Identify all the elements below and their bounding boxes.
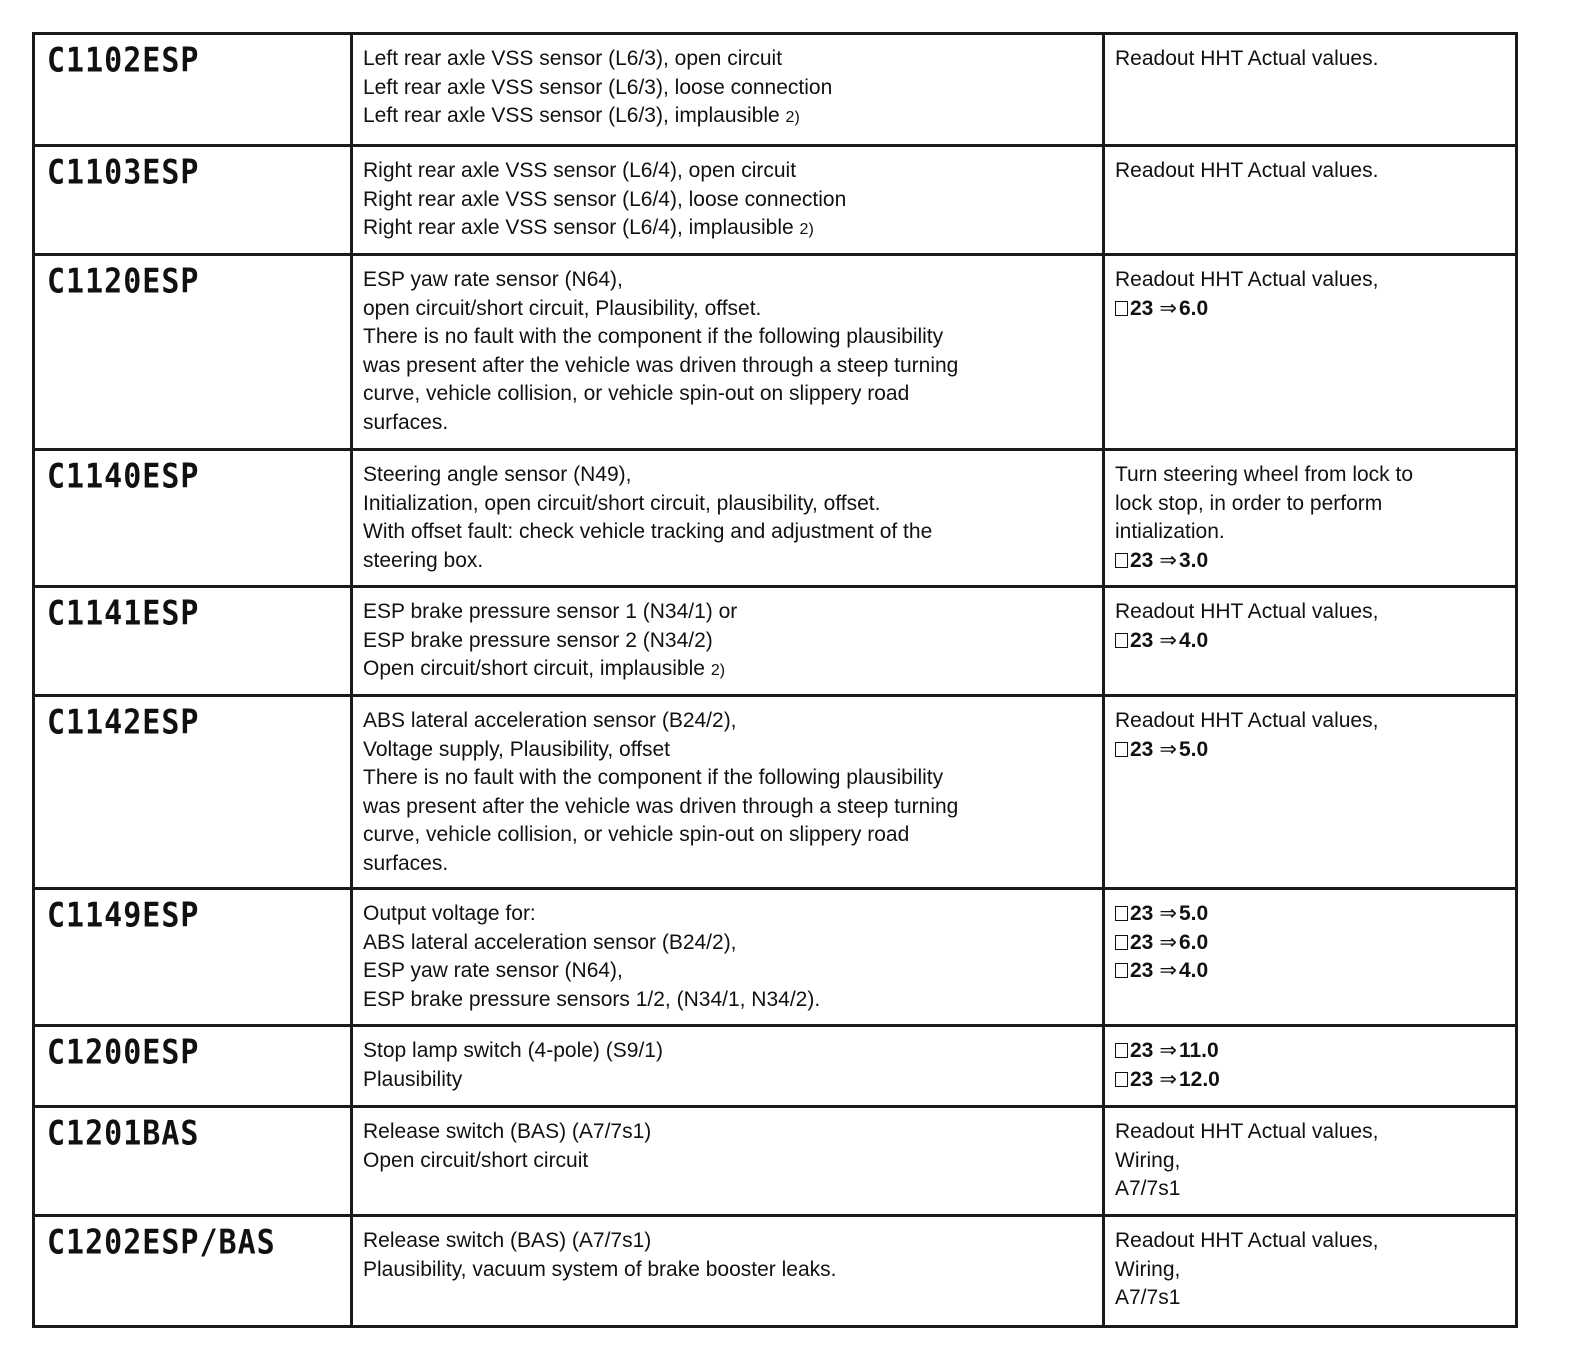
reference-box-icon [1115, 742, 1128, 757]
reference-target: 3.0 [1178, 548, 1209, 572]
fault-row [32, 144, 1518, 253]
fault-code: C1142ESP [47, 703, 200, 743]
description-line: There is no fault with the component if the following plausibility [363, 325, 944, 348]
action-line: Readout HHT Actual values, [1115, 1229, 1379, 1252]
arrow-right-icon: ⇒ [1159, 548, 1177, 572]
reference-box-icon [1115, 906, 1128, 921]
description-line: There is no fault with the component if the following plausibility [363, 766, 944, 789]
reference-box-icon [1115, 935, 1128, 950]
arrow-right-icon: ⇒ [1159, 737, 1177, 761]
description-line: Voltage supply, Plausibility, offset [363, 737, 671, 761]
footnote-ref: 2) [710, 662, 726, 679]
description-line: ABS lateral acceleration sensor (B24/2), [363, 709, 737, 732]
reference-number: 23 [1130, 902, 1154, 925]
reference-box-icon [1115, 301, 1128, 316]
description-line: steering box. [363, 548, 484, 572]
fault-row [32, 253, 1518, 448]
fault-code-cell [32, 1108, 350, 1214]
action-line: intialization. [1115, 520, 1225, 543]
action-line: Wiring, [1115, 1257, 1181, 1281]
reference-link[interactable] [1115, 929, 1505, 958]
action-line: A7/7s1 [1115, 1286, 1181, 1309]
arrow-right-icon: ⇒ [1159, 628, 1177, 652]
action-line: A7/7s1 [1115, 1177, 1181, 1200]
reference-number: 23 [1130, 628, 1154, 652]
fault-code-cell [32, 1217, 350, 1325]
description-line: surfaces. [363, 851, 449, 875]
description-line: curve, vehicle collision, or vehicle spin-out on slippery road [363, 823, 910, 846]
reference-box-icon [1115, 553, 1128, 568]
description-cell [350, 1217, 1102, 1325]
fault-code: C1200ESP [47, 1033, 200, 1073]
arrow-right-icon: ⇒ [1159, 902, 1177, 925]
action-cell [1102, 1108, 1518, 1214]
footnote-ref: 2) [785, 109, 800, 126]
fault-code: C1141ESP [47, 594, 200, 634]
fault-code-cell [32, 1027, 350, 1105]
arrow-right-icon: ⇒ [1159, 1039, 1177, 1062]
reference-number: 23 [1130, 930, 1154, 954]
description-cell [350, 588, 1102, 694]
reference-target: 11.0 [1178, 1039, 1219, 1062]
action-line: Wiring, [1115, 1148, 1181, 1172]
reference-target: 6.0 [1178, 296, 1209, 320]
action-line: Readout HHT Actual values. [1115, 159, 1379, 182]
fault-row [32, 887, 1518, 1024]
reference-link[interactable] [1115, 900, 1505, 929]
reference-link[interactable] [1115, 1037, 1505, 1066]
description-line: Stop lamp switch (4-pole) (S9/1) [363, 1039, 663, 1062]
action-cell [1102, 256, 1518, 448]
description-line: ABS lateral acceleration sensor (B24/2), [363, 930, 737, 954]
action-cell [1102, 890, 1518, 1024]
reference-box-icon [1115, 633, 1128, 648]
reference-box-icon [1115, 1072, 1128, 1087]
description-cell [350, 697, 1102, 887]
description-line: Open circuit/short circuit, implausible 2) [363, 657, 726, 680]
description-line: ESP brake pressure sensor 2 (N34/2) [363, 628, 713, 652]
description-cell [350, 1108, 1102, 1214]
description-line: ESP yaw rate sensor (N64), [363, 959, 623, 982]
fault-code: C1201BAS [47, 1114, 200, 1154]
description-line: Right rear axle VSS sensor (L6/4), open circuit [363, 159, 797, 182]
reference-target: 6.0 [1178, 930, 1209, 954]
reference-target: 4.0 [1178, 628, 1209, 652]
fault-code-cell [32, 588, 350, 694]
description-line: Left rear axle VSS sensor (L6/3), implausible 2) [363, 104, 800, 127]
description-line: ESP yaw rate sensor (N64), [363, 268, 623, 291]
reference-link[interactable] [1115, 547, 1505, 576]
reference-number: 23 [1130, 1067, 1154, 1091]
fault-row [32, 448, 1518, 585]
fault-code: C1202ESP/BAS [47, 1223, 276, 1263]
fault-row [32, 1105, 1518, 1214]
description-cell [350, 1027, 1102, 1105]
action-cell [1102, 697, 1518, 887]
description-line: Right rear axle VSS sensor (L6/4), implausible 2) [363, 216, 814, 239]
arrow-right-icon: ⇒ [1159, 1067, 1177, 1091]
fault-code-cell [32, 451, 350, 585]
description-line: was present after the vehicle was driven through a steep turning [363, 353, 959, 377]
fault-code: C1103ESP [47, 153, 200, 193]
reference-number: 23 [1130, 548, 1154, 572]
reference-target: 5.0 [1178, 737, 1209, 761]
reference-number: 23 [1130, 737, 1154, 761]
description-line: Initialization, open circuit/short circuit, plausibility, offset. [363, 491, 881, 515]
description-cell [350, 35, 1102, 144]
action-line: Readout HHT Actual values, [1115, 1120, 1379, 1143]
reference-link[interactable] [1115, 957, 1505, 986]
description-line: surfaces. [363, 410, 449, 434]
reference-box-icon [1115, 1043, 1128, 1058]
action-cell [1102, 147, 1518, 253]
description-line: Left rear axle VSS sensor (L6/3), loose connection [363, 75, 833, 99]
reference-link[interactable] [1115, 627, 1505, 656]
fault-code-cell [32, 35, 350, 144]
reference-target: 4.0 [1178, 959, 1209, 982]
description-line: Output voltage for: [363, 902, 536, 925]
fault-code: C1120ESP [47, 262, 200, 302]
action-line: Readout HHT Actual values, [1115, 268, 1379, 291]
arrow-right-icon: ⇒ [1159, 959, 1177, 982]
footnote-ref: 2) [799, 221, 814, 238]
description-line: Left rear axle VSS sensor (L6/3), open circuit [363, 47, 783, 70]
fault-code-cell [32, 147, 350, 253]
description-line: Release switch (BAS) (A7/7s1) [363, 1120, 652, 1143]
reference-link[interactable] [1115, 736, 1505, 765]
arrow-right-icon: ⇒ [1159, 930, 1177, 954]
reference-number: 23 [1130, 1039, 1154, 1062]
action-cell [1102, 1217, 1518, 1325]
fault-row [32, 1024, 1518, 1105]
description-line: ESP brake pressure sensors 1/2, (N34/1, N34/2). [363, 987, 821, 1011]
action-line: Readout HHT Actual values. [1115, 47, 1379, 70]
description-line: Open circuit/short circuit [363, 1148, 589, 1172]
fault-code: C1140ESP [47, 457, 200, 497]
reference-box-icon [1115, 963, 1128, 978]
description-line: was present after the vehicle was driven through a steep turning [363, 794, 959, 818]
description-line: With offset fault: check vehicle tracking and adjustment of the [363, 520, 933, 543]
description-line: Steering angle sensor (N49), [363, 463, 632, 486]
action-line: lock stop, in order to perform [1115, 491, 1383, 515]
reference-link[interactable] [1115, 295, 1505, 324]
description-cell [350, 256, 1102, 448]
description-line: Plausibility [363, 1067, 463, 1091]
action-line: Readout HHT Actual values, [1115, 600, 1379, 623]
reference-number: 23 [1130, 959, 1154, 982]
fault-code-table [32, 32, 1518, 1328]
action-cell [1102, 588, 1518, 694]
description-line: Plausibility, vacuum system of brake booster leaks. [363, 1257, 837, 1281]
arrow-right-icon: ⇒ [1159, 296, 1177, 320]
fault-code-cell [32, 890, 350, 1024]
action-cell [1102, 451, 1518, 585]
description-cell [350, 147, 1102, 253]
fault-code: C1102ESP [47, 41, 200, 81]
action-line: Readout HHT Actual values, [1115, 709, 1379, 732]
reference-target: 5.0 [1178, 902, 1209, 925]
fault-code-cell [32, 697, 350, 887]
fault-row [32, 694, 1518, 887]
description-cell [350, 890, 1102, 1024]
fault-row [32, 1214, 1518, 1328]
description-cell [350, 451, 1102, 585]
description-line: Right rear axle VSS sensor (L6/4), loose connection [363, 187, 847, 211]
fault-code: C1149ESP [47, 896, 200, 936]
description-line: curve, vehicle collision, or vehicle spin-out on slippery road [363, 382, 910, 405]
action-line: Turn steering wheel from lock to [1115, 463, 1414, 486]
reference-target: 12.0 [1178, 1067, 1220, 1091]
description-line: Release switch (BAS) (A7/7s1) [363, 1229, 652, 1252]
description-line: ESP brake pressure sensor 1 (N34/1) or [363, 600, 738, 623]
action-cell [1102, 35, 1518, 144]
fault-code-cell [32, 256, 350, 448]
fault-row [32, 585, 1518, 694]
fault-row [32, 32, 1518, 144]
action-cell [1102, 1027, 1518, 1105]
description-line: open circuit/short circuit, Plausibility, offset. [363, 296, 762, 320]
reference-number: 23 [1130, 296, 1154, 320]
reference-link[interactable] [1115, 1066, 1505, 1095]
